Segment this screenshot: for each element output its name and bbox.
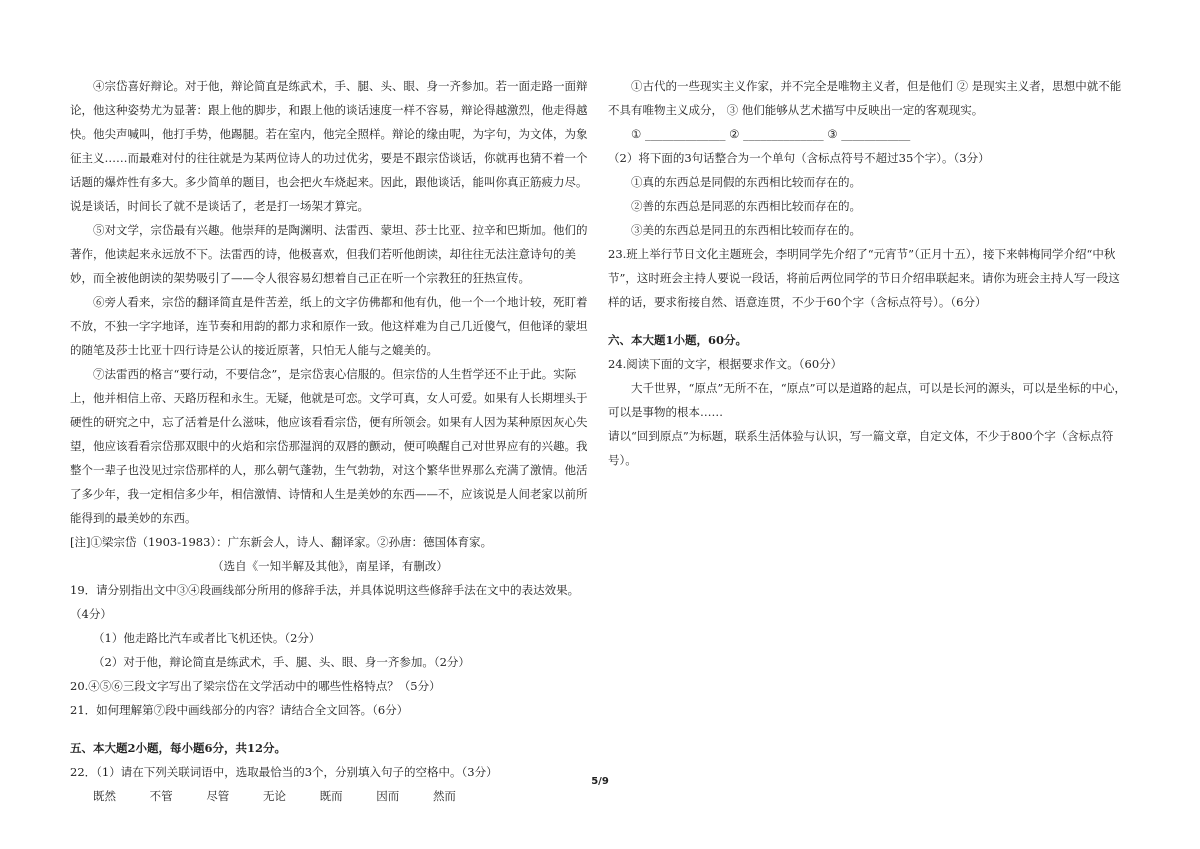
question-19-part-2: （2）对于他，辩论简直是练武术，手、腿、头、眼、身一齐参加。（2分） [93,655,470,669]
page-number: 5/9 [591,776,609,787]
connective-word: 因而 [376,789,400,803]
paragraph-6: ⑥旁人看来，宗岱的翻译简直是件苦差，纸上的文字仿佛都和他有仇，他一个一个地计较，死盯着不放，不独一字字地译，连节奏和用韵的都力求和原作一致。他这样难为自己几近傻气，但他译的蒙坦的随笔及莎士比亚十四行诗是公认的接近原著，只怕无人能与之媲美的。 [70,295,588,357]
answer-blanks: ① ______________ ② ______________ ③ ____________ [631,127,911,141]
annotation-note: [注]①梁宗岱（1903-1983）：广东新会人，诗人、翻译家。②孙唐：德国体育家。 [70,535,493,549]
paragraph-5: ⑤对文学，宗岱最有兴趣。他崇拜的是陶渊明、法雷西、蒙坦、莎士比亚、拉辛和巴斯加。他们的著作，他读起来永远放不下。法雷西的诗，他极喜欢，但我们若听他朗读，却往往无法注意诗句的美妙，而全被他朗读的架势吸引了——令人很容易幻想着自己正在听一个宗教狂的狂热宣传。 [70,223,588,285]
spacer [608,314,1130,328]
sentence-1: ①真的东西总是同假的东西相比较而存在的。 [631,175,861,189]
section-5-heading: 五、本大题2小题，每小题6分，共12分。 [70,741,287,755]
question-19: 19．请分别指出文中③④段画线部分所用的修辞手法，并具体说明这些修辞手法在文中的表达效果。（4分） [70,583,580,621]
connective-word: 既而 [319,789,343,803]
right-column [608,74,1130,472]
connective-word: 尽管 [206,789,230,803]
paragraph-7: ⑦法雷西的格言“要行动，不要信念”，是宗岱衷心信服的。但宗岱的人生哲学还不止于此。实际上，他并相信上帝、天路历程和永生。无疑，他就是可恋。文学可真，女人可爱。如果有人长期埋头于硬性的研究之中，忘了活着是什么滋味，他应该看看宗岱，便有所领会。如果有人因为某种原因灰心失望，他应该看看宗岱那双眼中的火焰和宗岱那湿润的双唇的颤动，便可唤醒自己对世界应有的兴趣。我整个一辈子也没见过宗岱那样的人，那么朝气蓬勃，生气勃勃，对这个繁华世界那么充满了激情。他活了多少年，我一定相信多少年，相信激情、诗情和人生是美妙的东西——不，应该说是人间老家以前所能得到的最美妙的东西。 [70,367,588,525]
question-23: 23.班上举行节日文化主题班会，李明同学先介绍了“元宵节”（正月十五），接下来韩梅同学介绍“中秋节”，这时班会主持人要说一段话，将前后两位同学的节日介绍串联起来。请你为班会主持人写一段这样的话，要求衔接自然、语意连贯，不少于60个字（含标点符号）。（6分） [608,247,1120,309]
connective-word: 不管 [149,789,173,803]
spacer [70,722,590,736]
question-24-material: 大千世界，“原点”无所不在，“原点”可以是道路的起点，可以是长河的源头，可以是坐标的中心，可以是事物的根本…… [608,381,1127,419]
connective-word: 既然 [93,789,116,803]
source-citation: （选自《一知半解及其他》，南星译，有删改） [212,559,448,573]
sentence-3: ③美的东西总是同丑的东西相比较而存在的。 [631,223,861,237]
connective-word: 无论 [262,789,286,803]
question-22-sentence: ①古代的一些现实主义作家，并不完全是唯物主义者，但是他们 ② 是现实主义者，思想中就不能不具有唯物主义成分， ③ 他们能够从艺术描写中反映出一定的客观现实。 [608,79,1122,117]
question-20: 20.④⑤⑥三段文字写出了梁宗岱在文学活动中的哪些性格特点？（5分） [70,679,441,693]
connective-word: 然而 [432,789,456,803]
question-21: 21．如何理解第⑦段中画线部分的内容？请结合全文回答。（6分） [70,703,409,717]
section-6-heading: 六、本大题1小题，60分。 [608,333,748,347]
question-22-part-1: 22．（1）请在下列关联词语中，选取最恰当的3个，分别填入句子的空格中。（3分） [70,765,498,779]
question-19-part-1: （1）他走路比汽车或者比飞机还快。（2分） [93,631,321,645]
question-24: 24.阅读下面的文字，根据要求作文。（60分） [608,357,843,371]
question-24-requirement: 请以“回到原点”为标题，联系生活体验与认识，写一篇文章，自定文体，不少于800个字（含标点符号）。 [608,429,1114,467]
question-22-part-2: （2）将下面的3句话整合为一个单句（含标点符号不超过35个字）。（3分） [608,151,990,165]
paragraph-4: ④宗岱喜好辩论。对于他，辩论简直是练武术，手、腿、头、眼、身一齐参加。若一面走路一面辩论，他这种姿势尤为显著：跟上他的脚步，和跟上他的谈话速度一样不容易，辩论得越激烈，他走得越快。他尖声喊叫，他打手势，他踢腿。若在室内，他完全照样。辩论的缘由呢，为字句，为文体，为象征主义……而最难对付的往往就是为某两位诗人的功过优劣，要是不跟宗岱谈话，你就再也猜不着一个话题的爆炸性有多大。多少简单的题目，也会把火车烧起来。因此，跟他谈话，能叫你真正筋疲力尽。说是谈话，时间长了就不是谈话了，老是打一场架才算完。 [70,79,588,213]
sentence-2: ②善的东西总是同恶的东西相比较而存在的。 [631,199,861,213]
left-column [70,74,590,808]
